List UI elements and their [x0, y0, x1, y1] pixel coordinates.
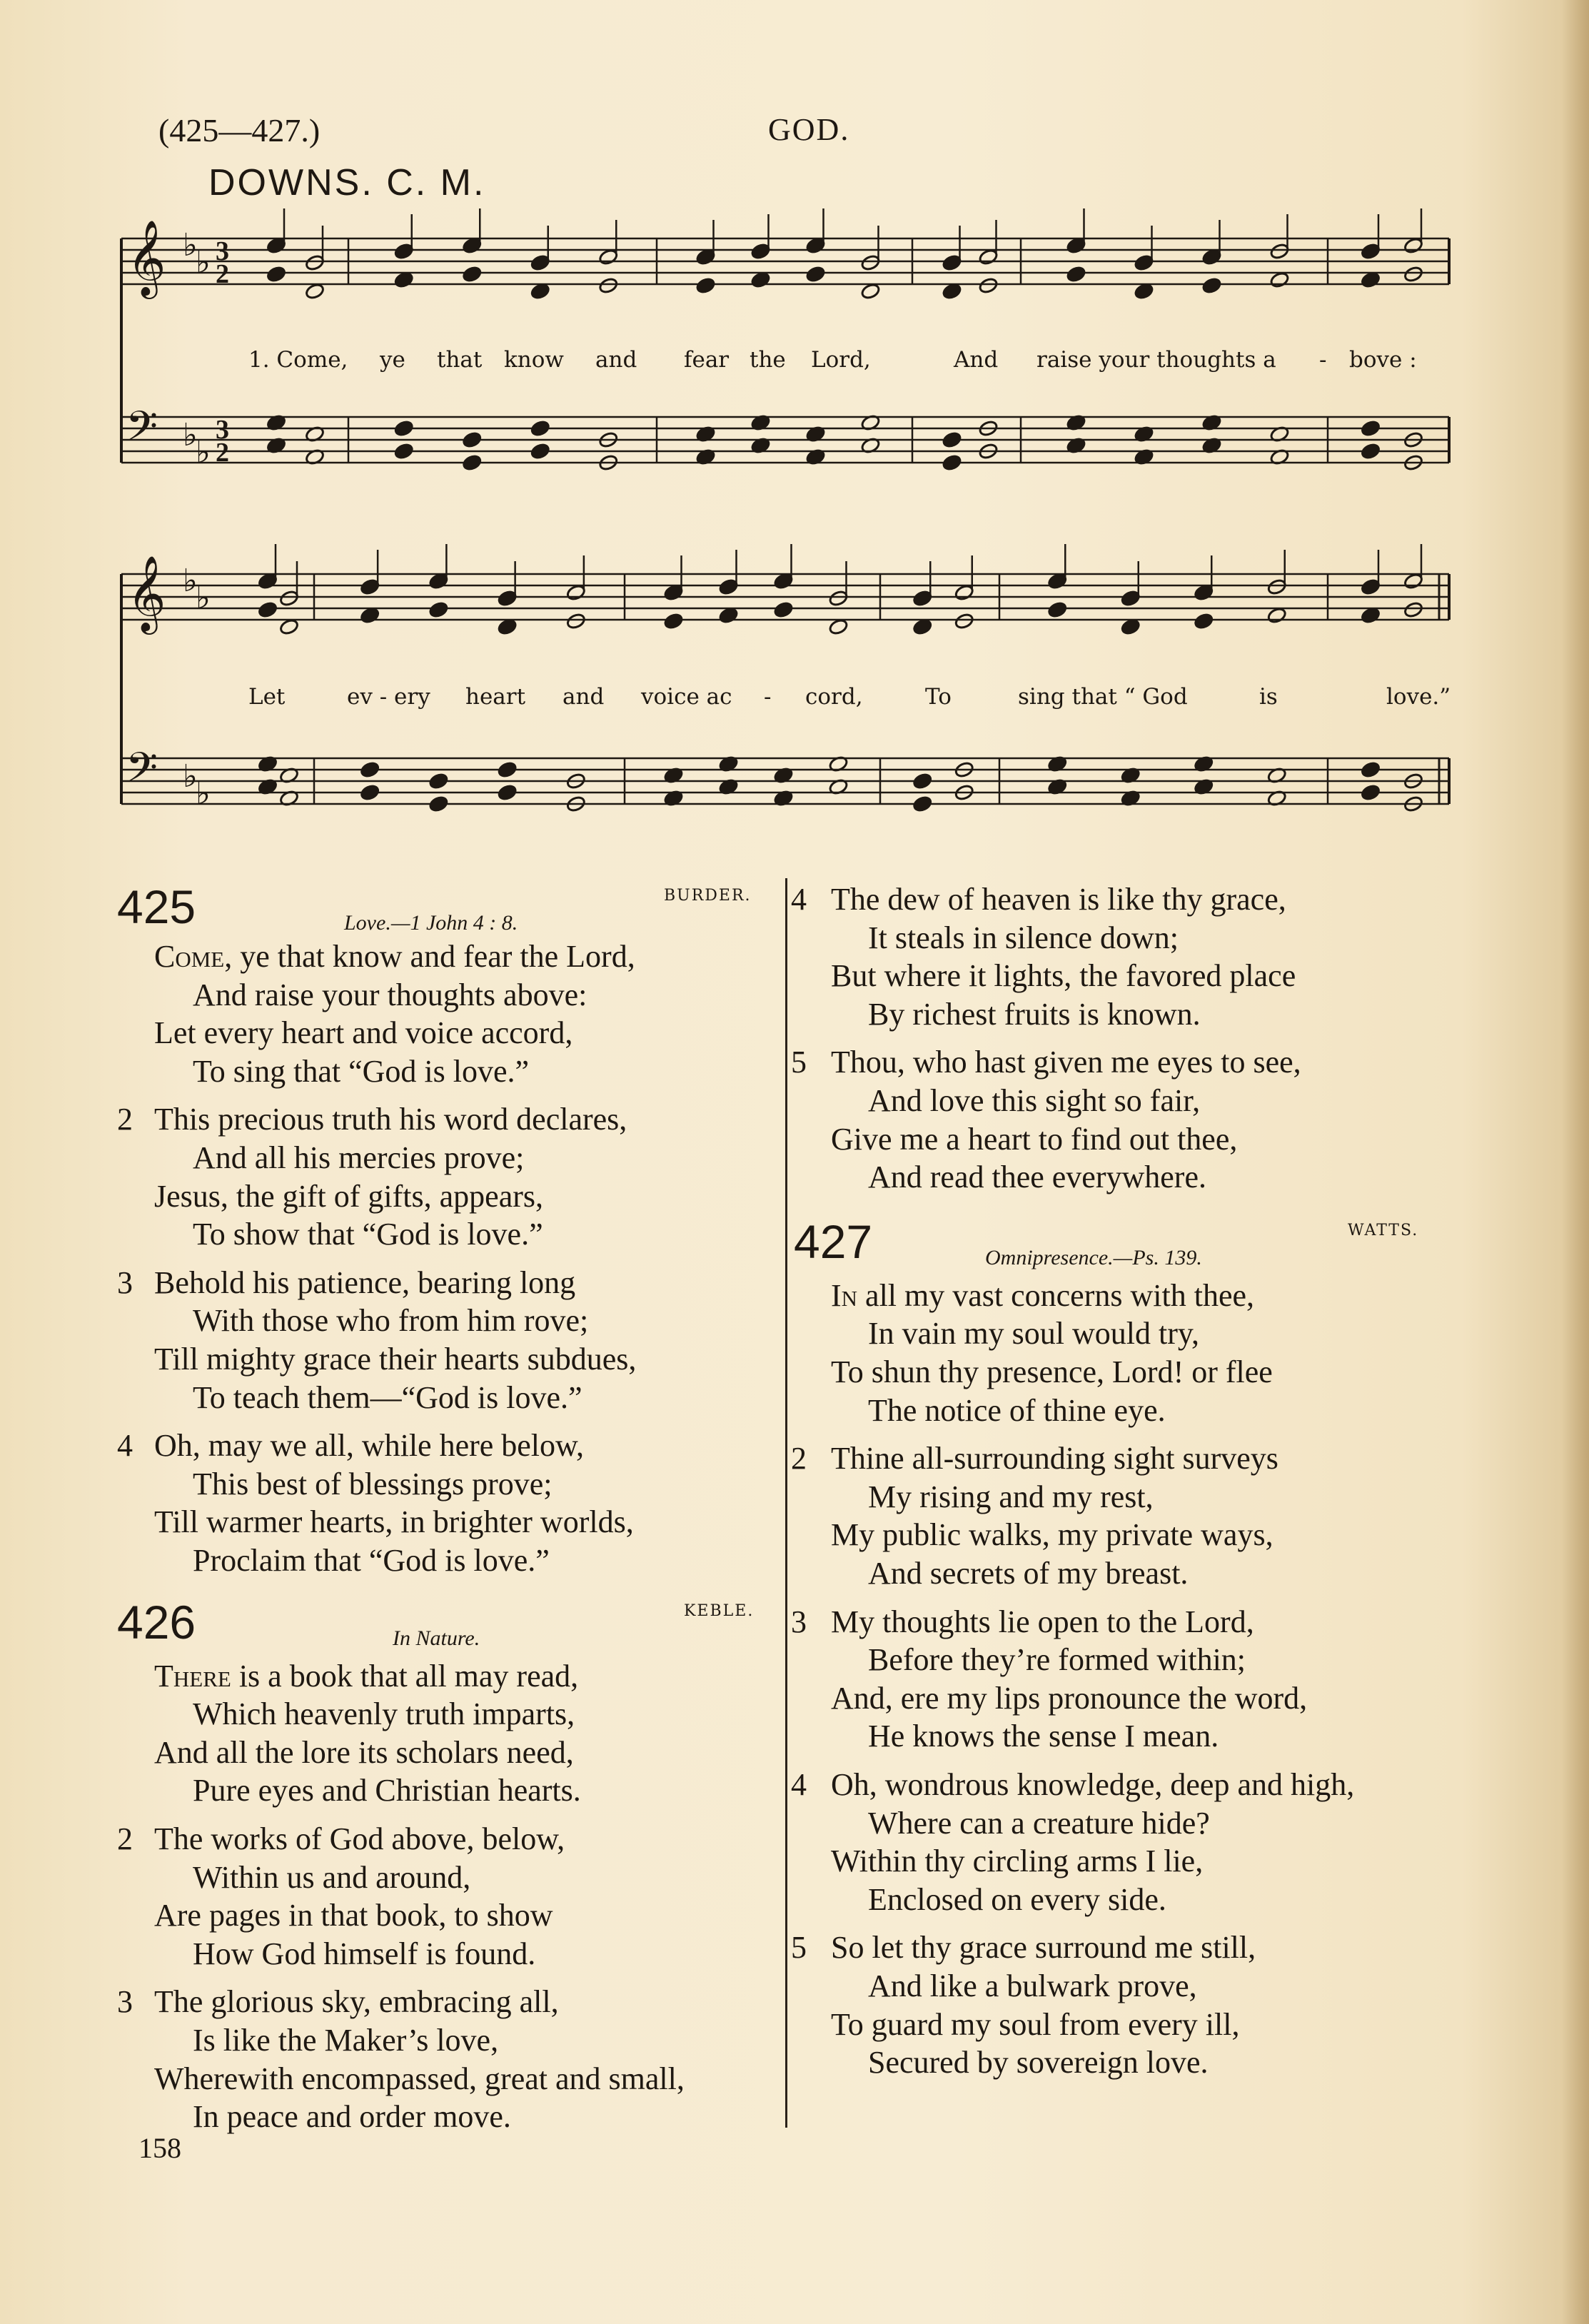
note-head: [1201, 277, 1222, 295]
note-head: [1403, 601, 1424, 619]
note-head: [305, 283, 326, 301]
hymn-line: Oh, wondrous knowledge, deep and high,: [831, 1767, 1355, 1802]
note-head: [942, 431, 962, 449]
lyric-syllable: -: [764, 684, 772, 710]
note-head: [1269, 271, 1290, 289]
hymn-line: With those who from him rove;: [193, 1303, 589, 1339]
hymn-author: BURDER.: [664, 887, 752, 905]
hymn-line: Secured by sovereign love.: [868, 2045, 1209, 2081]
flat-icon: ♭: [196, 580, 211, 615]
note-head: [1403, 266, 1424, 283]
hymn-line: Which heavenly truth imparts,: [193, 1696, 575, 1732]
lyric-syllable: voice ac: [641, 684, 732, 710]
hymn-line: Enclosed on every side.: [868, 1881, 1166, 1917]
lyric-syllable: -: [1319, 347, 1327, 373]
hymn-line: The glorious sky, embracing all,: [154, 1984, 559, 2020]
note-head: [497, 784, 518, 802]
line-text: ye that know and fear the Lord,: [232, 939, 635, 974]
flat-icon: ♭: [196, 245, 211, 280]
lyric-syllable: and: [563, 684, 605, 710]
bass-clef-icon: 𝄢: [126, 405, 158, 460]
note-head: [360, 784, 380, 802]
verse-number: 5: [791, 1930, 807, 1966]
note-head: [1361, 761, 1381, 779]
time-signature: 3: [216, 415, 229, 445]
note-head: [530, 443, 550, 461]
lyric-syllable: raise your thoughts a: [1036, 347, 1276, 373]
hymn-line: Let every heart and voice accord,: [154, 1015, 573, 1051]
hymn-line: The works of God above, below,: [154, 1821, 565, 1856]
verse-number: 3: [117, 1984, 133, 2020]
lyric-syllable: is: [1259, 684, 1278, 710]
hymn-line: Behold his patience, bearing long: [154, 1264, 576, 1300]
hymn-author: KEBLE.: [684, 1601, 755, 1620]
note-head: [1066, 266, 1086, 283]
line-text: all my vast concerns with thee,: [857, 1277, 1254, 1313]
hymn-subject: In Nature.: [393, 1626, 480, 1650]
hymn-line: Where can a creature hide?: [868, 1805, 1210, 1841]
time-signature: 3: [216, 236, 229, 266]
lyric-syllable: the: [750, 347, 786, 373]
note-head: [750, 271, 771, 289]
note-head: [428, 601, 449, 619]
hymn-line: The dew of heaven is like thy grace,: [831, 882, 1286, 917]
note-head: [773, 601, 794, 619]
lyric-syllable: and: [595, 347, 637, 373]
hymn-line: My thoughts lie open to the Lord,: [831, 1604, 1254, 1639]
hymn-author: WATTS.: [1348, 1221, 1419, 1239]
note-head: [1361, 607, 1381, 625]
hymn-line: My rising and my rest,: [868, 1479, 1154, 1514]
hymn-line: And, ere my lips pronounce the word,: [831, 1680, 1308, 1716]
line-text: is a book that all may read,: [231, 1658, 579, 1694]
hymn-line: Pure eyes and Christian hearts.: [193, 1773, 581, 1809]
note-head: [530, 283, 550, 301]
note-head: [462, 454, 483, 472]
hymn-line: And love this sight so fair,: [868, 1083, 1201, 1118]
verse-number: 3: [117, 1264, 133, 1300]
note-head: [718, 607, 739, 625]
section-header: GOD.: [768, 112, 850, 147]
verse-number: 5: [791, 1045, 807, 1080]
note-head: [428, 773, 449, 790]
hymn-line: Within thy circling arms I lie,: [831, 1843, 1204, 1879]
note-head: [497, 761, 518, 779]
time-signature: 2: [216, 259, 229, 289]
note-head: [598, 277, 619, 295]
hymn-line: And like a bulwark prove,: [868, 1968, 1197, 2003]
note-head: [1047, 601, 1068, 619]
hymn-number: 427: [794, 1214, 873, 1268]
tune-title: DOWNS. C. M.: [208, 162, 486, 203]
hymn-line: My public walks, my private ways,: [831, 1517, 1273, 1553]
note-head: [912, 795, 933, 813]
hymn-line: Thou, who hast given me eyes to see,: [831, 1045, 1301, 1080]
lyric-syllable: bove :: [1349, 347, 1417, 373]
note-head: [1361, 784, 1381, 802]
note-head: [954, 613, 974, 630]
lyric-syllable: And: [954, 347, 999, 373]
verse-number: 2: [117, 1102, 133, 1137]
verse-number: 2: [791, 1441, 807, 1477]
hymn-line: Give me a heart to find out thee,: [831, 1121, 1238, 1157]
note-head: [1266, 607, 1287, 625]
note-head: [942, 454, 962, 472]
note-head: [942, 283, 962, 301]
flat-icon: ♭: [196, 776, 211, 811]
hymn-line: To guard my soul from every ill,: [831, 2006, 1240, 2042]
hymn-line: To show that “God is love.”: [193, 1217, 543, 1252]
note-head: [279, 618, 300, 636]
note-head: [258, 601, 278, 619]
note-head: [462, 266, 483, 283]
treble-clef-icon: 𝄞: [127, 221, 166, 294]
hymn-line: Thine all-surrounding sight surveys: [831, 1441, 1278, 1477]
note-head: [393, 420, 414, 438]
note-head: [497, 618, 518, 636]
note-head: [912, 618, 933, 636]
note-head: [428, 795, 449, 813]
note-head: [805, 266, 826, 283]
hymn-line: Oh, may we all, while here below,: [154, 1428, 584, 1464]
lyric-syllable: ev - ery: [347, 684, 430, 710]
hymn-line: Jesus, the gift of gifts, appears,: [154, 1178, 543, 1214]
hymn-line: To teach them—“God is love.”: [193, 1379, 582, 1415]
hymn-line: And all his mercies prove;: [193, 1140, 525, 1175]
lyric-syllable: To: [925, 684, 952, 710]
lyric-syllable: fear: [684, 347, 730, 373]
page-number: 158: [138, 2132, 181, 2164]
hymn-line: Within us and around,: [193, 1859, 471, 1895]
hymn-line: In vain my soul would try,: [868, 1316, 1199, 1352]
hymn-line: The notice of thine eye.: [868, 1392, 1166, 1428]
verse-number: 2: [117, 1821, 133, 1856]
lyric-syllable: Let: [248, 684, 286, 710]
note-head: [530, 420, 550, 438]
hymn-line: Proclaim that “God is love.”: [193, 1543, 550, 1578]
hymn-subject: Omnipresence.—Ps. 139.: [985, 1245, 1202, 1269]
lyric-syllable: know: [504, 347, 564, 373]
music-score: [0, 0, 1589, 857]
flat-icon: ♭: [183, 563, 198, 598]
flat-icon: ♭: [183, 418, 198, 453]
bass-clef-icon: 𝄢: [126, 746, 158, 801]
hymn-line: In peace and order move.: [193, 2099, 511, 2135]
hymn-line: And secrets of my breast.: [868, 1556, 1189, 1591]
lyric-syllable: ye: [380, 347, 405, 373]
verse-number: 4: [791, 882, 807, 917]
hymn-line: To shun thy presence, Lord! or flee: [831, 1354, 1273, 1389]
verse-number: 4: [117, 1428, 133, 1464]
hymn-line: It steals in silence down;: [868, 920, 1179, 955]
lyric-syllable: cord,: [805, 684, 863, 710]
lyric-syllable: that: [437, 347, 483, 373]
note-head: [360, 607, 380, 625]
lyric-syllable: 1. Come,: [248, 347, 348, 373]
hymn-line: And raise your thoughts above:: [193, 977, 587, 1012]
hymn-range-header: (425—427.): [158, 112, 321, 149]
note-head: [1361, 420, 1381, 438]
hymn-subject: Love.—1 John 4 : 8.: [344, 911, 518, 935]
hymn-line: This best of blessings prove;: [193, 1466, 553, 1501]
note-head: [566, 613, 587, 630]
note-head: [663, 613, 684, 630]
time-signature: 2: [216, 438, 229, 468]
hymn-line: By richest fruits is known.: [868, 996, 1201, 1032]
note-head: [1361, 443, 1381, 461]
hymn-line: Before they’re formed within;: [868, 1642, 1246, 1678]
verse-number: 3: [791, 1604, 807, 1639]
flat-icon: ♭: [183, 228, 198, 263]
lyric-syllable: Lord,: [811, 347, 871, 373]
hymn-line: He knows the sense I mean.: [868, 1719, 1219, 1754]
first-word: In: [831, 1277, 858, 1313]
note-head: [462, 431, 483, 449]
note-head: [828, 618, 849, 636]
first-word: There: [154, 1658, 231, 1694]
note-head: [393, 443, 414, 461]
note-head: [978, 277, 999, 295]
verse-number: 4: [791, 1767, 807, 1802]
flat-icon: ♭: [183, 759, 198, 794]
hymn-line: How God himself is found.: [193, 1936, 536, 1971]
note-head: [912, 773, 933, 790]
note-head: [860, 283, 881, 301]
first-word: Come,: [154, 939, 233, 974]
note-head: [1361, 271, 1381, 289]
note-head: [360, 761, 380, 779]
hymn-number: 426: [117, 1595, 196, 1649]
column-divider: [785, 878, 787, 2128]
flat-icon: ♭: [196, 435, 211, 470]
hymn-line: Are pages in that book, to show: [154, 1898, 553, 1933]
treble-clef-icon: 𝄞: [127, 557, 166, 630]
hymn-line: To sing that “God is love.”: [193, 1053, 530, 1089]
hymn-line: Is like the Maker’s love,: [193, 2023, 499, 2058]
hymn-line: And all the lore its scholars need,: [154, 1734, 574, 1770]
note-head: [1120, 618, 1141, 636]
note-head: [266, 266, 287, 283]
hymn-line: Till warmer hearts, in brighter worlds,: [154, 1504, 634, 1540]
hymn-line: Till mighty grace their hearts subdues,: [154, 1342, 637, 1377]
note-head: [393, 271, 414, 289]
hymn-line: Wherewith encompassed, great and small,: [154, 2061, 685, 2096]
lyric-syllable: heart: [465, 684, 526, 710]
hymn-line: And read thee everywhere.: [868, 1160, 1206, 1195]
hymn-line: This precious truth his word declares,: [154, 1102, 627, 1137]
note-head: [1194, 613, 1214, 630]
hymn-line: [831, 1277, 1254, 1314]
note-head: [695, 277, 716, 295]
hymn-line: [154, 938, 635, 975]
hymn-line: But where it lights, the favored place: [831, 958, 1296, 994]
lyric-syllable: love.”: [1386, 684, 1451, 710]
hymn-line: [154, 1658, 578, 1694]
note-head: [1134, 283, 1154, 301]
hymn-line: So let thy grace surround me still,: [831, 1930, 1256, 1966]
lyric-syllable: sing that “ God: [1018, 684, 1188, 710]
hymn-number: 425: [117, 880, 196, 933]
